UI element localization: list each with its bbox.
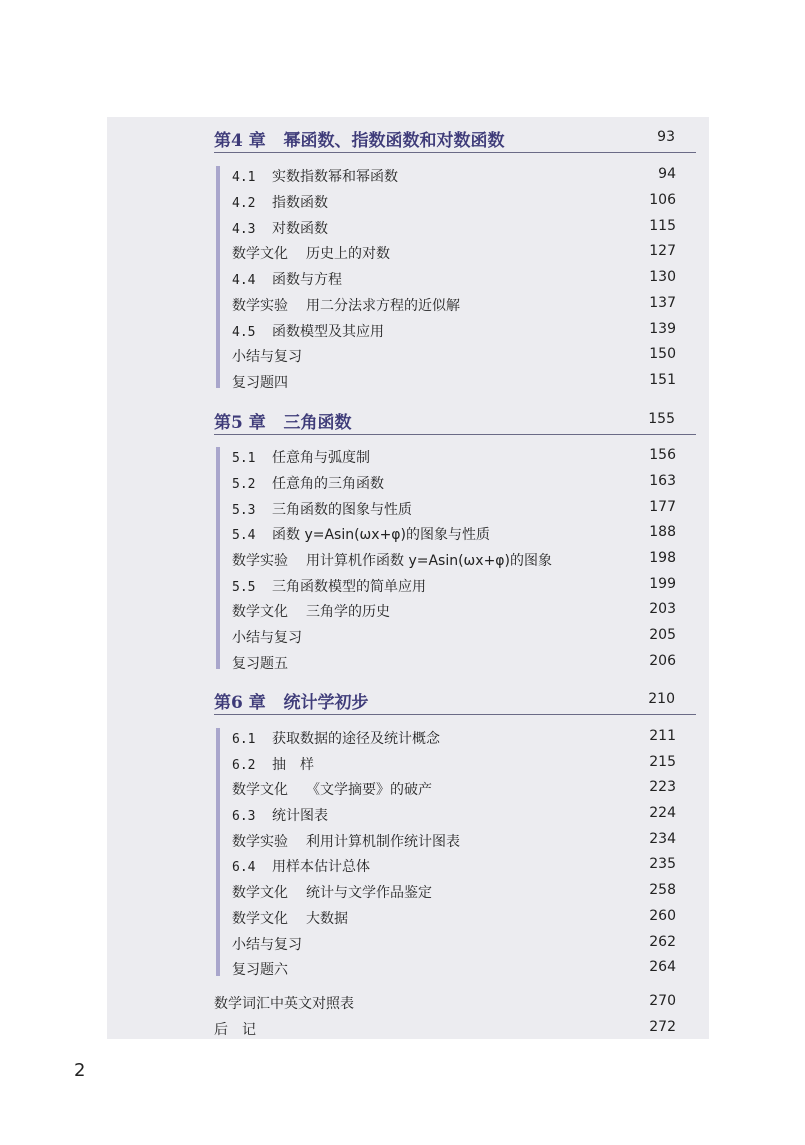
toc-entry[interactable]: 5.1 任意角与弧度制 156 [232,447,676,466]
toc-entry[interactable]: 4.5 函数模型及其应用 139 [232,321,676,340]
toc-entry[interactable]: 6.3 统计图表 224 [232,805,676,824]
toc-entry[interactable]: 4.4 函数与方程 130 [232,269,676,288]
chapter-title: 第5 章 三角函数 [214,413,352,433]
chapter-page: 93 [657,129,675,145]
toc-entry[interactable]: 小结与复习 205 [232,627,676,646]
section-bar [216,166,220,388]
toc-entry[interactable]: 5.2 任意角的三角函数 163 [232,473,676,492]
toc-entry[interactable]: 数学实验 用二分法求方程的近似解 137 [232,295,676,314]
chapter-heading[interactable] [214,686,696,715]
toc-entry[interactable]: 数学文化 三角学的历史 203 [232,601,676,620]
toc-entry[interactable]: 6.2 抽 样 215 [232,754,676,773]
chapter-page: 210 [648,691,675,707]
toc-entry[interactable]: 6.1 获取数据的途径及统计概念 211 [232,728,676,747]
chapter-page: 155 [648,411,675,427]
chapter-title: 第6 章 统计学初步 [214,693,369,713]
toc-entry[interactable]: 5.3 三角函数的图象与性质 177 [232,499,676,518]
section-bar [216,447,220,669]
chapter-heading[interactable] [214,406,696,435]
toc-entry[interactable]: 5.5 三角函数模型的简单应用 199 [232,576,676,595]
toc-entry[interactable]: 复习题四 151 [232,372,676,391]
toc-entry[interactable]: 数学文化 大数据 260 [232,908,676,927]
chapter-heading[interactable] [214,124,696,153]
toc-entry[interactable]: 数学实验 用计算机作函数 y=Asin(ωx+φ)的图象 198 [232,550,676,569]
toc-entry[interactable]: 复习题六 264 [232,959,676,978]
toc-entry[interactable]: 数学文化 《文学摘要》的破产 223 [232,779,676,798]
section-bar [216,728,220,976]
toc-entry[interactable]: 小结与复习 262 [232,934,676,953]
appendix-entry[interactable]: 后 记 272 [214,1019,676,1038]
page-number: 2 [74,1060,86,1081]
toc-entry[interactable]: 复习题五 206 [232,653,676,672]
toc-entry[interactable]: 6.4 用样本估计总体 235 [232,856,676,875]
toc-entry[interactable]: 数学实验 利用计算机制作统计图表 234 [232,831,676,850]
toc-entry[interactable]: 数学文化 历史上的对数 127 [232,243,676,262]
toc-entry[interactable]: 小结与复习 150 [232,346,676,365]
toc-entry[interactable]: 4.1 实数指数幂和幂函数 94 [232,166,676,185]
toc-entry[interactable]: 4.2 指数函数 106 [232,192,676,211]
toc-entry[interactable]: 5.4 函数 y=Asin(ωx+φ)的图象与性质 188 [232,524,676,543]
toc-entry[interactable]: 数学文化 统计与文学作品鉴定 258 [232,882,676,901]
toc-entry[interactable]: 4.3 对数函数 115 [232,218,676,237]
chapter-title: 第4 章 幂函数、指数函数和对数函数 [214,131,505,151]
appendix-entry[interactable]: 数学词汇中英文对照表 270 [214,993,676,1012]
